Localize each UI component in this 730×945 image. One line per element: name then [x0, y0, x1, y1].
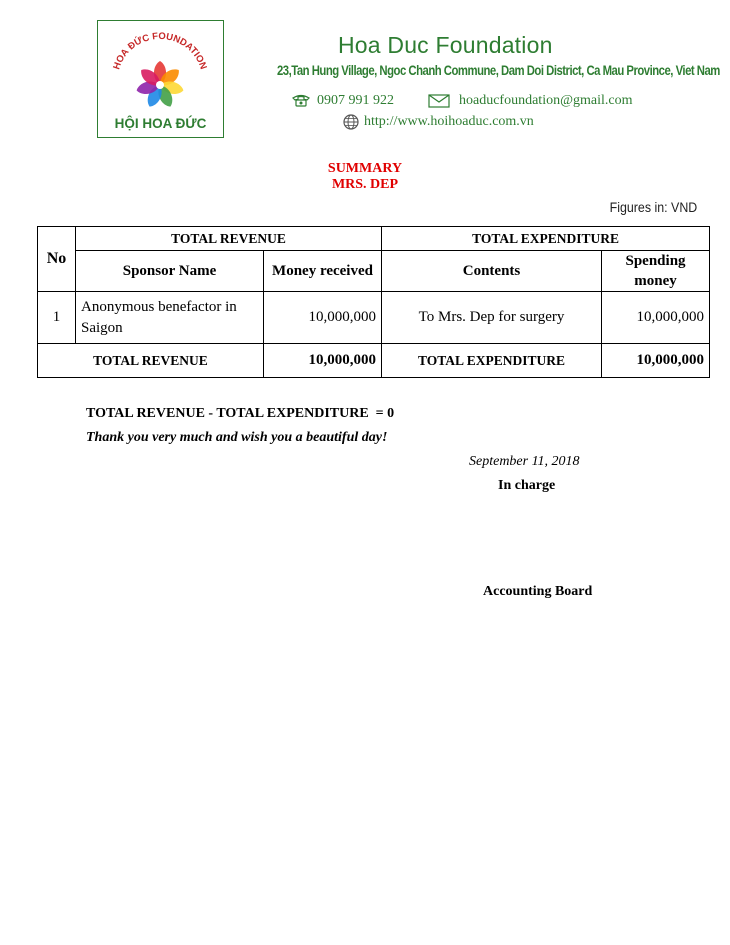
table-subheader-row	[38, 251, 710, 292]
total-revenue-value: 10,000,000	[264, 344, 382, 378]
spending-money-cell: 10,000,000	[602, 292, 710, 344]
thanks-message: Thank you very much and wish you a beautiful day!	[86, 430, 388, 445]
document-subtitle: MRS. DEP	[331, 177, 399, 192]
document-date: September 11, 2018	[469, 454, 580, 469]
total-revenue-label: TOTAL REVENUE	[38, 344, 264, 378]
organization-name: Hoa Duc Foundation	[338, 32, 553, 58]
table-header-row	[38, 227, 710, 251]
no-header: No	[38, 227, 76, 292]
money-received-cell: 10,000,000	[264, 292, 382, 344]
phone-contact	[291, 93, 394, 109]
revenue-header: TOTAL REVENUE	[76, 227, 382, 251]
lotus-flower-icon	[135, 61, 184, 109]
currency-note: Figures in: VND	[609, 200, 697, 215]
row-number: 1	[38, 292, 76, 344]
foundation-logo	[97, 20, 224, 138]
logo-bottom-text: HỘI HOA ĐỨC	[114, 116, 207, 131]
balance-line: TOTAL REVENUE - TOTAL EXPENDITURE = 0	[86, 406, 395, 421]
signatory: Accounting Board	[483, 584, 593, 599]
logo-center	[156, 81, 164, 89]
logo-arc-text: HOA ĐỨC FOUNDATION	[111, 30, 209, 71]
table-row	[38, 292, 710, 344]
summary-table	[37, 226, 710, 378]
globe-icon	[343, 114, 359, 130]
in-charge-label: In charge	[498, 478, 556, 493]
sponsor-name-cell: Anonymous benefactor in Saigon	[76, 292, 264, 344]
email-contact	[428, 93, 632, 109]
envelope-icon	[428, 94, 450, 108]
money-received-header: Money received	[264, 251, 382, 292]
expenditure-header: TOTAL EXPENDITURE	[382, 227, 710, 251]
phone-number: 0907 991 922	[317, 93, 394, 108]
website-link[interactable]: http://www.hoihoaduc.com.vn	[364, 114, 534, 130]
total-expenditure-label: TOTAL EXPENDITURE	[382, 344, 602, 378]
email-address[interactable]: hoaducfoundation@gmail.com	[459, 93, 633, 108]
totals-row	[38, 344, 710, 378]
contents-cell: To Mrs. Dep for surgery	[382, 292, 602, 344]
spending-money-header: Spending money	[602, 251, 710, 292]
contents-header: Contents	[382, 251, 602, 292]
organization-address: 23,Tan Hung Village, Ngoc Chanh Commune, Dam Doi District, Ca Mau Province, Viet Nam	[277, 63, 720, 78]
total-expenditure-value: 10,000,000	[602, 344, 710, 378]
document-title: SUMMARY	[327, 161, 403, 176]
telephone-icon	[291, 93, 311, 108]
website-contact	[343, 114, 534, 130]
sponsor-name-header: Sponsor Name	[76, 251, 264, 292]
